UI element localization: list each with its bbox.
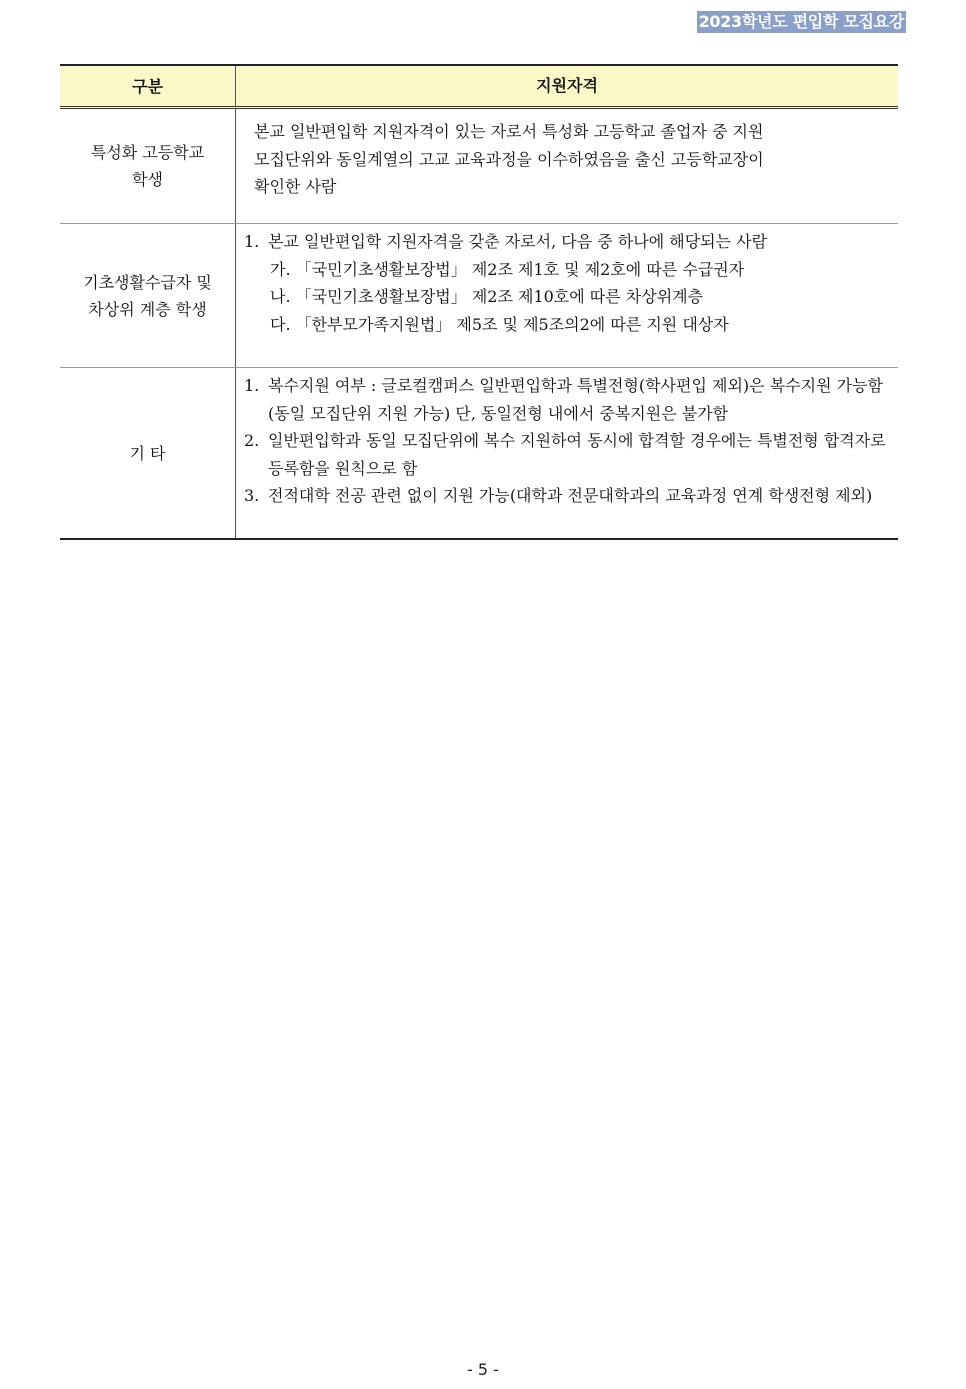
row-category-other: 기 타 [60,368,236,538]
sub-list-item: 다. 「한부모가족지원법」 제5조 및 제5조의2에 따른 지원 대상자 [270,314,729,334]
row-eligibility-specialized-hs [236,109,898,223]
document-header-title: 2023학년도 편입학 모집요강 [698,12,904,31]
page-number: - 5 - [467,1360,499,1379]
table-row [60,368,898,538]
list-item-text: 본교 일반편입학 지원자격을 갖춘 자로서, 다음 중 하나에 해당되는 사람 [268,232,768,251]
table-row [60,224,898,368]
list-item [244,372,890,427]
list-item-number: 1. [244,376,260,395]
list-item-number: 2. [244,431,260,450]
list-item-text: 일반편입학과 동일 모집단위에 복수 지원하여 동시에 합격할 경우에는 특별전형 합격자로 등록함을 원칙으로 함 [268,431,886,478]
list-item-number: 3. [244,486,260,505]
table-row [60,109,898,224]
eligibility-table [60,64,898,540]
eligibility-line: 모집단위와 동일계열의 고교 교육과정을 이수하였음을 출신 고등학교장이 [254,149,764,169]
list-item-text: 복수지원 여부 : 글로컬캠퍼스 일반편입학과 특별전형(학사편입 제외)은 복수지원 가능함 (동일 모집단위 지원 가능) 단, 동일전형 내에서 중복지원은 불가함 [268,376,883,423]
list-item-text: 전적대학 전공 관련 없이 지원 가능(대학과 전문대학과의 교육과정 연계 학생전형 제외) [268,486,873,505]
row-category-basic-livelihood: 기초생활수급자 및 차상위 계층 학생 [60,224,236,367]
sub-list-item: 나. 「국민기초생활보장법」 제2조 제10호에 따른 차상위계층 [270,287,704,306]
column-header-category: 구분 [60,66,236,106]
row-category-specialized-hs: 특성화 고등학교 학생 [60,109,236,223]
table-header-row [60,66,898,109]
eligibility-line: 본교 일반편입학 지원자격이 있는 자로서 특성화 고등학교 졸업자 중 지원 [254,122,764,141]
column-header-eligibility: 지원자격 [536,76,598,96]
list-item [244,427,890,482]
list-item-number: 1. [244,232,260,251]
row-eligibility-other [236,368,898,538]
eligibility-line: 확인한 사람 [254,177,337,196]
list-item [244,482,890,510]
row-eligibility-basic-livelihood [236,224,898,367]
sub-list-item: 가. 「국민기초생활보장법」 제2조 제1호 및 제2호에 따른 수급권자 [270,259,745,279]
list-item [244,228,888,256]
